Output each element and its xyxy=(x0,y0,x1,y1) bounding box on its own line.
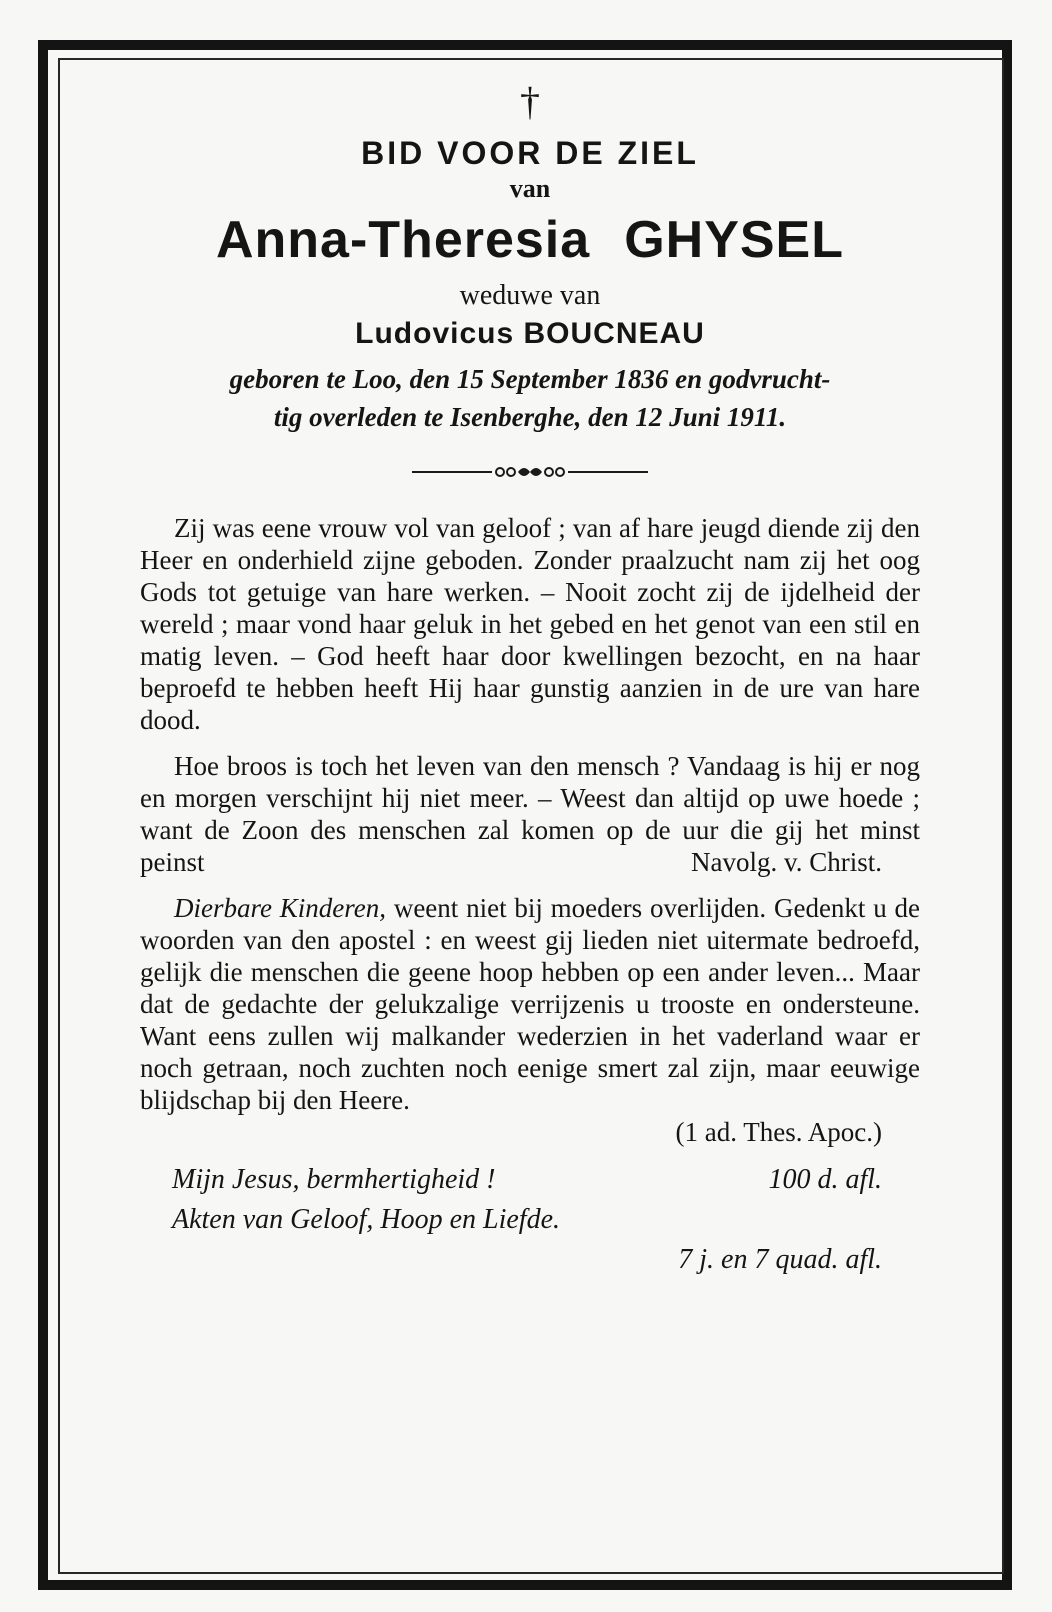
deceased-name xyxy=(140,204,920,276)
cross-symbol: † xyxy=(520,79,540,124)
life-dates xyxy=(140,360,920,436)
ornament-divider-icon xyxy=(410,462,650,482)
paragraph-children xyxy=(140,892,920,1116)
deceased-given-name: Anna-Theresia xyxy=(215,211,591,269)
prayer-mercy: Mijn Jesus, bermhertigheid ! xyxy=(172,1164,496,1195)
prayer-line-2 xyxy=(140,1200,920,1240)
life-dates-line-2: tig overleden te Isenberghe, den 12 Juni 1911. xyxy=(273,402,787,432)
prayer-heading: BID VOOR DE ZIEL xyxy=(361,135,699,171)
prayer-acts: Akten van Geloof, Hoop en Liefde. xyxy=(172,1204,561,1235)
card-content xyxy=(140,78,920,1280)
paragraph-faith-text: Zij was eene vrouw vol van geloof ; van af hare jeugd diende zij den Heer en onderhield zijne geboden. Zonder praalzucht nam zij het oog Gods tot getuige van hare werken. – Nooit zocht zij de ijdelheid der wereld ; maar vond haar geluk in het gebed en het genot van een stil en matig leven. – God heeft haar door kwellingen bezocht, en na haar beproefd te hebben heeft Hij haar gunstig aanzien in de ure van hare dood. xyxy=(140,513,920,735)
widow-of-label: weduwe van xyxy=(459,280,601,311)
indulgence-7-years: 7 j. en 7 quad. afl. xyxy=(678,1244,882,1275)
indulgence-100-days: 100 d. afl. xyxy=(768,1164,882,1195)
paragraph-faith xyxy=(140,512,920,736)
husband-name: Ludovicus BOUCNEAU xyxy=(355,317,705,350)
prayer-line-1 xyxy=(140,1160,920,1200)
source-imitation-of-christ: Navolg. v. Christ. xyxy=(691,847,882,877)
paragraph-children-text: weent niet bij moeders overlijden. Gedenkt u de woorden van den apostel : en weest gij lieden niet uitermate bedroefd, gelijk die menschen die geene hoop hebben op een ander leven... Maar dat de gedachte der gelukzalige verrijzenis u trooste en ondersteune. Want eens zullen wij malkander wederzien in het vaderland waar er noch getraan, noch zuchten noch eenige smert zal zijn, maar eeuwige blijdschap bij den Heere. xyxy=(140,893,921,1115)
van-label: van xyxy=(509,174,551,203)
children-address: Dierbare Kinderen, xyxy=(174,893,387,923)
life-dates-line-1: geboren te Loo, den 15 September 1836 en godvrucht- xyxy=(229,364,831,394)
source-thessalonians: (1 ad. Thes. Apoc.) xyxy=(675,1117,882,1147)
paragraph-fragility-text: Hoe broos is toch het leven van den mensch ? Vandaag is hij er nog en morgen verschijnt hij niet meer. – Weest dan altijd op uwe hoede ; want de Zoon des menschen zal komen op de uur die gij het minst peinst xyxy=(140,751,920,877)
deceased-surname: GHYSEL xyxy=(624,211,845,269)
